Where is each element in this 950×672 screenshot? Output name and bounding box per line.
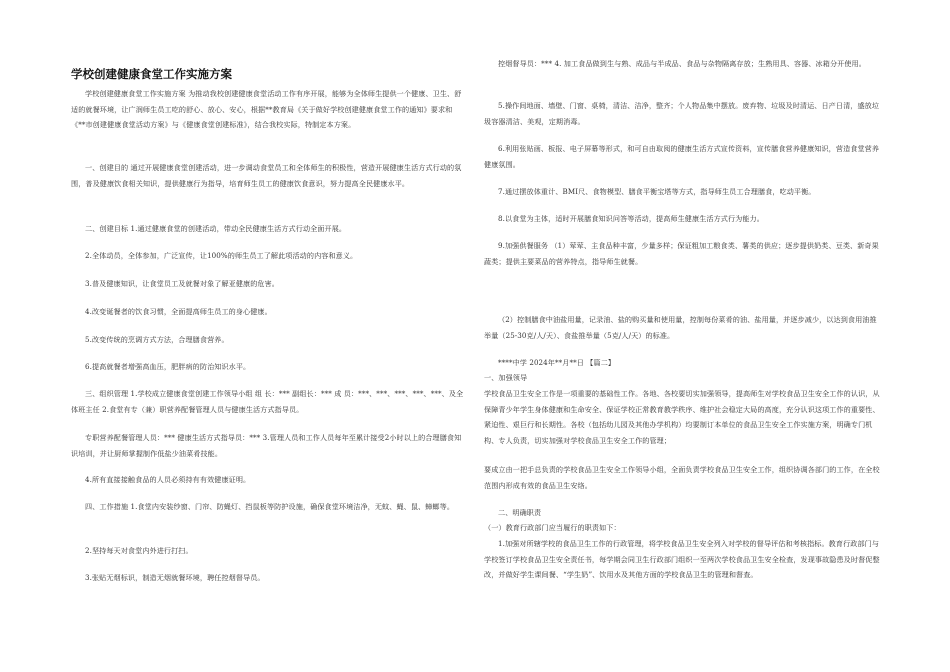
measure-9: 9.加强供餐服务 （1）荤荤、主食品种丰富，少量多样；保证粗加工粮食类、薯类的供应；逐步提供奶类、豆类、新奇果蔬类；提供主要菜品的营养特点，指导师生就餐。 [484, 241, 879, 266]
intro-paragraph: 学校创建健康食堂工作实施方案 为推动我校创建健康食堂活动工作有序开展，能够为全体师生提供一个健康、卫生、舒适的就餐环境，让广润师生员工吃的舒心、放心、安心，根据**教育局《关于做好学校创建健康食堂工作的通知》要求和《**市创建健康食堂活动方案》与《健康食堂创建标准》，结合我校实际，特制定本方案。 [71, 89, 462, 129]
leadership-paragraph: 学校食品卫生安全工作是一项重要的基础性工作。各地、各校要切实加强领导，提高师生对学校食品卫生安全工作的认识，从保障青少年学生身体健康和生命安全、保证学校正常教育教学秩序、维护社会稳定大局的高度，充分认识这项工作的重要性、紧迫性、艰巨行和长期性。各校（包括幼儿园及其他办学机构）均要制订本单位的食品卫生安全工作实施方案，明确专门机构、专人负责，切实加强对学校食品卫生安全工作的管理； [484, 389, 880, 445]
goal-3: 3.普及健康知识，让食堂员工及就餐对象了解亚健康的危害。 [85, 279, 280, 288]
goal-5: 5.改变传统的烹调方式方法，合理膳食营养。 [85, 335, 229, 344]
measure-7: 7.通过摆放体重计、BMI尺、食物模型、膳食平衡宝塔等方式，指导师生员工合理膳食，吃动平衡。 [498, 187, 816, 196]
section-measures: 四、工作措施 1.食堂内安装纱窗、门帘、防蝇灯、挡鼠板等防护设施，确保食堂环境洁净，无蚊、蝇、鼠、蟑螂等。 [85, 502, 455, 511]
section-goals: 二、创建目标 1.通过健康食堂的创建活动，带动全民健康生活方式行动全面开展。 [85, 224, 347, 233]
duty-1-paragraph: 1.加强对所辖学校的食品卫生工作的行政管理，将学校食品卫生安全列入对学校的督导评估和考核指标。教育行政部门与学校签订学校食品卫生安全责任书，每学期会同卫生行政部门组织一至两次学校食品卫生安全检查，发现事故隐患及时督促整改，并做好学生课间餐、“学生奶”、饮用水及其他方面的学校食品卫生的管理和督查。 [484, 539, 880, 579]
measure-3: 3.张贴无烟标识，制造无烟就餐环境，聘任控烟督导员。 [85, 573, 265, 582]
measure-2: 2.坚持每天对食堂内外进行打扫。 [85, 546, 193, 555]
leading-group-paragraph: 要成立由一把手总负责的学校食品卫生安全工作领导小组，全面负责学校食品卫生安全工作，组织协调各部门的工作，在全校范围内形成有效的食品卫生安络。 [484, 465, 880, 490]
measure-6: 6.利用张贴画、板报、电子屏幕等形式，和可自由取阅的健康生活方式宣传资料，宣传膳食营养健康知识，营造食堂营养健康氛围。 [484, 144, 880, 169]
document-title: 学校创建健康食堂工作实施方案 [71, 67, 232, 81]
measure-4: 控烟督导员：*** 4. 加工食品做到生与熟、成品与半成品、食品与杂物隔离存放；生熟用具、容器、冰箱分开使用。 [498, 59, 866, 68]
health-certificate-note: 4.所有直接接触食品的人员必须持有有效健康证明。 [85, 475, 251, 484]
goal-6: 6.提高就餐者增强高血压，肥胖病的防治知识水平。 [85, 362, 251, 371]
goal-2: 2.全体动员，全体参加，广泛宣传，让100%的师生员工了解此项活动的内容和意义。 [85, 251, 358, 260]
measure-5: 5.操作间地面、墙壁、门窗、桌椅，清洁、洁净，整齐；个人物品集中摆放。废弃物、垃圾及时清运、日产日清，盛放垃圾容器清洁、美观，定期消毒。 [484, 101, 880, 126]
section-purpose: 一、创建目的 通过开展健康食堂创建活动，进一步调动食堂员工和全体师生的积极性，营造开展健康生活方式行动的氛围，普及健康饮食相关知识，提供健康行为指导，培育师生员工的健康饮食意识，努力提高全民健康水平。 [71, 163, 462, 188]
measure-8: 8.以食堂为主体，适时开展膳食知识问答等活动，提高师生健康生活方式行为能力。 [498, 214, 764, 223]
section-organization: 三、组织管理 1.学校成立健康食堂创建工作领导小组 组 长：*** 副组长：*** 成 员：***、***、***、***、***、及全体班主任 2.食堂有专（兼）职营养配餐管理人员与健康生活方式指导员。 [71, 389, 464, 414]
heading-clarify-duties: 二、明确职责 [498, 508, 542, 517]
oil-salt-control: （2）控制膳食中油盐用量，记录油、盐的购买量和使用量，控制每份菜肴的油、盐用量，并逐步减少，以达到食用油推举量（25-30克/人/天）、食盐推举量（5克/人/天）的标准。 [484, 315, 877, 340]
heading-education-department-duties: （一）教育行政部门应当履行的职责如下： [484, 523, 621, 532]
heading-strengthen-leadership: 一、加强领导 [484, 373, 528, 382]
signature-date: ****中学 2024年**月**日 【篇二】 [498, 358, 616, 367]
goal-4: 4.改变诞餐者的饮食习惯，全面提高师生员工的身心健康。 [85, 307, 272, 316]
staff-assignment: 专职营养配餐管理人员：*** 健康生活方式指导员：*** 3.管理人员和工作人员每年至累计接受2小时以上的合理膳食知识培训，并让厨师掌握制作低盐少油菜肴技能。 [71, 433, 462, 458]
